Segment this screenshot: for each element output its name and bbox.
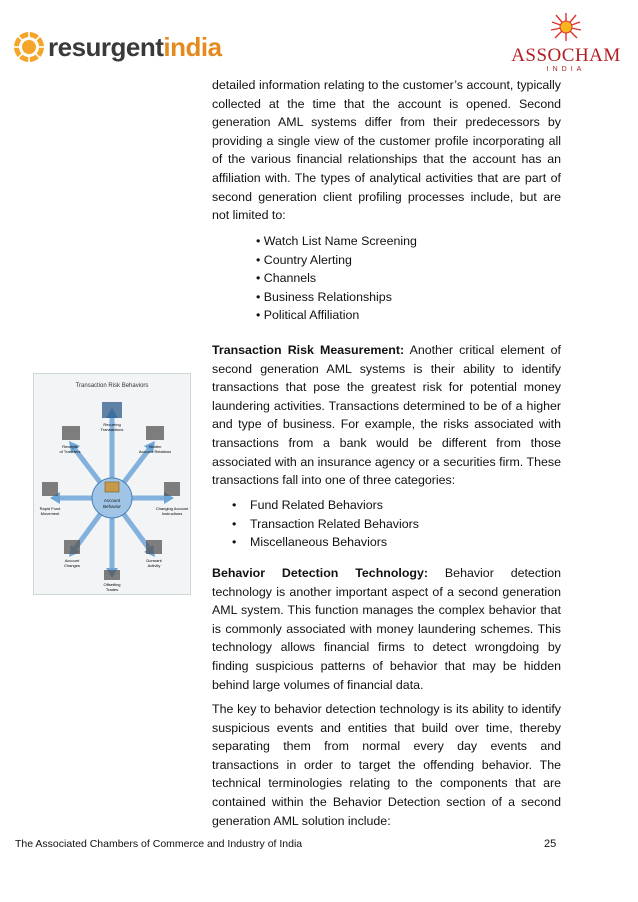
svg-text:Receipts: Receipts: [62, 444, 78, 449]
svg-text:Dormant: Dormant: [146, 558, 162, 563]
transaction-risk-behaviors-figure: [33, 373, 191, 595]
svg-text:Instructions: Instructions: [161, 511, 183, 516]
sun-logo-icon: [12, 30, 46, 64]
section-heading: Behavior Detection Technology:: [212, 566, 429, 580]
para-transaction-risk: Transaction Risk Measurement: Another critical element of second generation AML systems is their ability to identify transactions that pose the greatest risk for potential money laundering activities. Transactions determined to be of a higher and type of business. For example, the risks associated with transactions from a bank would be different from those associated with an insurance agency or a securities firm. These transactions fall into one of three categories:: [212, 343, 562, 488]
para-intro: detailed information relating to the customer’s account, typically collected at the time that the account is opened. Second generation AML systems differ from their predecessors by providing a single view of the customer profile incorporating all of the various financial relationships that the account has an affiliation with. The types of analytical activities that are part of second generation client profiling processes include, but are not limited to:: [212, 78, 561, 223]
assocham-emblem-icon: [549, 12, 583, 42]
svg-text:Hidden: Hidden: [148, 444, 162, 449]
assocham-logo: [506, 12, 626, 73]
para-key: The key to behavior detection technology is its ability to identify suspicious events and entities that build over time, thereby separating them from normal every day events and transactions in order to target the offending behavior. The technical terminologies relating to the components that are contained within the Behavior Detection section of a second generation AML solution include:: [212, 702, 561, 828]
page-number: 25: [544, 838, 557, 850]
svg-text:Movement: Movement: [40, 511, 60, 516]
assocham-wordmark: ASSOCHAM: [511, 45, 621, 66]
list-item: • Channels: [256, 271, 317, 286]
figure-title: Transaction Risk Behaviors: [75, 383, 149, 389]
categories-list: [212, 496, 561, 552]
list-item: • Transaction Related Behaviors: [212, 515, 561, 534]
svg-text:Transactions: Transactions: [100, 427, 124, 432]
list-item: • Political Affiliation: [256, 308, 360, 323]
list-item: • Fund Related Behaviors: [212, 496, 561, 515]
para-behavior-detection: Behavior Detection Technology: Behavior detection technology is another important aspect of a second generation AML system. This function manages the complex behavior that is commonly associated with money laundering schemes. This technology allows financial firms to detect wrongdoing by finding suspicious patterns of behavior that may be hidden behind large volumes of financial data.: [212, 566, 561, 692]
svg-text:Rapid Fund: Rapid Fund: [39, 506, 61, 511]
svg-text:Changing Account: Changing Account: [155, 506, 189, 511]
logo-wordmark: resurgentindia: [48, 31, 222, 62]
svg-text:Activity: Activity: [147, 563, 161, 568]
diagram: [34, 374, 190, 594]
section-heading: Transaction Risk Measurement:: [212, 343, 405, 357]
list-item: • Miscellaneous Behaviors: [212, 533, 561, 552]
center-label: Behavior: [103, 504, 121, 509]
svg-text:Account Relations: Account Relations: [138, 449, 172, 454]
svg-text:Recurring: Recurring: [103, 422, 121, 427]
center-label: Account: [103, 498, 121, 503]
svg-text:Account: Account: [64, 558, 80, 563]
svg-text:Offsetting: Offsetting: [103, 582, 121, 587]
assocham-subtext: INDIA: [546, 66, 586, 73]
footer-organization: The Associated Chambers of Commerce and Industry of India: [15, 838, 303, 850]
list-item: • Watch List Name Screening: [256, 234, 417, 248]
resurgent-india-logo: [12, 30, 222, 64]
list-item: • Country Alerting: [256, 252, 352, 267]
profiling-list: [256, 232, 456, 325]
svg-text:of Transfers: of Transfers: [59, 449, 81, 454]
svg-text:Changes: Changes: [63, 563, 81, 568]
list-item: • Business Relationships: [256, 289, 392, 304]
svg-text:Trades: Trades: [105, 587, 119, 592]
